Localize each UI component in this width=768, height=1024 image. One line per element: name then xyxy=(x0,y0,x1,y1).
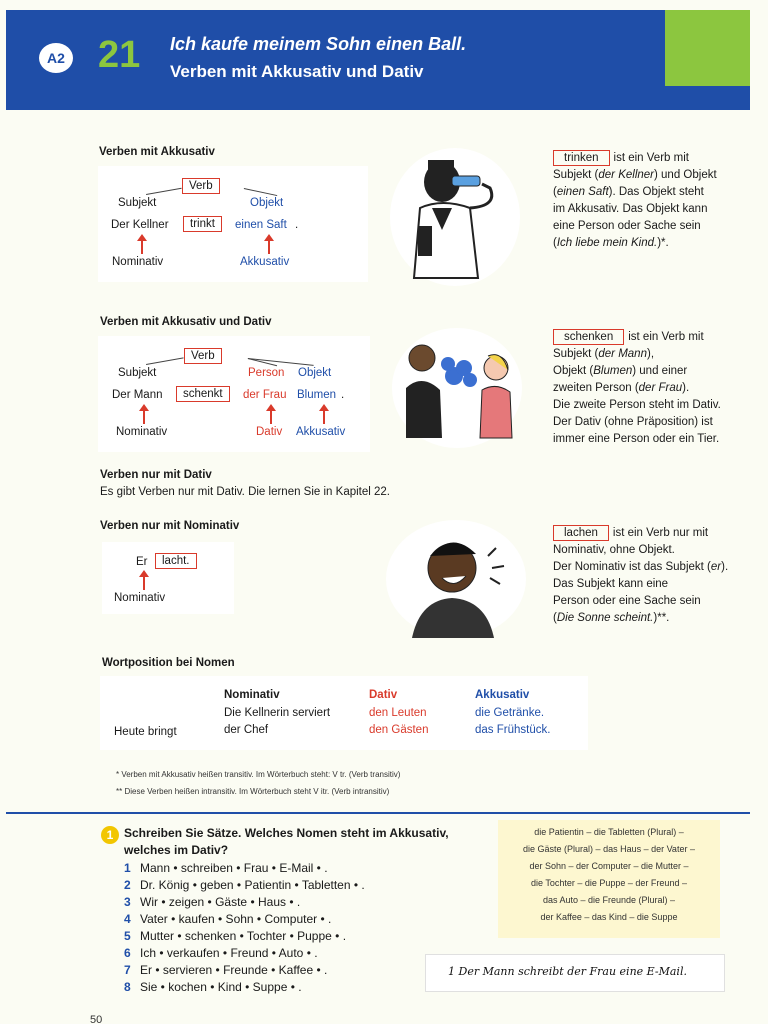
vocab-line: der Kaffee – das Kind – die Suppe xyxy=(540,912,678,922)
footnote-intransitiv: ** Diese Verben heißen intransitiv. Im Wörterbuch steht V itr. (Verb intransitiv) xyxy=(116,787,390,796)
object-label: Objekt xyxy=(250,197,284,209)
connector-line xyxy=(146,357,184,365)
footnote-transitiv: * Verben mit Akkusativ heißen transitiv. Im Wörterbuch steht: V tr. (Verb transitiv) xyxy=(116,770,401,779)
explanation-lachen: lachen ist ein Verb nur mit Nominativ, ohne Objekt. Der Nominativ ist das Subjekt (er). Das Subjekt kann eine Person oder eine Sache sein (Die Sonne scheint.)**. xyxy=(553,527,729,624)
nominativ-row-1: Die Kellnerin serviert xyxy=(224,707,331,719)
subject-word: Er xyxy=(136,556,148,568)
word-position-table xyxy=(100,676,588,750)
arrow-up-icon xyxy=(323,410,325,424)
case-akkusativ: Akkusativ xyxy=(296,426,346,438)
vocab-line: der Sohn – der Computer – die Mutter – xyxy=(529,861,689,871)
lead-phrase: Heute bringt xyxy=(114,726,177,738)
arrow-up-icon xyxy=(141,240,143,254)
exercise-item: 4 Vater • kaufen • Sohn • Computer • . xyxy=(124,912,332,926)
exercise-item: 6 Ich • verkaufen • Freund • Auto • . xyxy=(124,946,318,960)
verb-label: Verb xyxy=(184,348,222,364)
header-accent xyxy=(665,10,750,86)
vocab-line: das Auto – die Freunde (Plural) – xyxy=(542,895,676,905)
vocab-line: die Gäste (Plural) – das Haus – der Vater – xyxy=(523,844,695,854)
keyword-lachen: lachen xyxy=(553,525,609,541)
section-heading-dativ: Verben nur mit Dativ xyxy=(100,469,212,481)
exercise-title: Schreiben Sie Sätze. Welches Nomen steht im Akkusativ, welches im Dativ? xyxy=(124,826,449,857)
akkusativ-row-2: das Frühstück. xyxy=(475,724,551,736)
exercise-item: 1 Mann • schreiben • Frau • E-Mail • . xyxy=(124,861,328,875)
chapter-title: Ich kaufe meinem Sohn einen Ball. xyxy=(170,34,467,54)
verb-word: lacht. xyxy=(155,553,197,569)
arrow-up-icon xyxy=(268,240,270,254)
case-nominativ: Nominativ xyxy=(114,592,166,604)
col-nominativ: Nominativ xyxy=(224,689,280,701)
section-heading-akkusativ-dativ: Verben mit Akkusativ und Dativ xyxy=(100,316,272,328)
subject-label: Subjekt xyxy=(118,197,157,209)
case-nominativ: Nominativ xyxy=(116,426,168,438)
exercise-item: 3 Wir • zeigen • Gäste • Haus • . xyxy=(124,895,301,909)
keyword-schenken: schenken xyxy=(553,329,624,345)
case-dativ: Dativ xyxy=(256,426,283,438)
section-heading-nominativ: Verben nur mit Nominativ xyxy=(100,520,240,532)
connector-line xyxy=(146,188,182,195)
chapter-subtitle: Verben mit Akkusativ und Dativ xyxy=(170,62,424,81)
sentence-period: . xyxy=(295,219,299,231)
diagram-nominativ xyxy=(102,542,234,614)
nominativ-row-2: der Chef xyxy=(224,724,269,736)
vocab-line: die Patientin – die Tabletten (Plural) – xyxy=(534,827,684,837)
person-word: der Frau xyxy=(243,389,287,401)
page-number: 50 xyxy=(90,1014,103,1024)
exercise-item: 8 Sie • kochen • Kind • Suppe • . xyxy=(124,980,302,994)
col-dativ: Dativ xyxy=(369,689,398,701)
object-label: Objekt xyxy=(298,367,332,379)
verb-word: trinkt xyxy=(183,216,222,232)
exercise-item: 7 Er • servieren • Freunde • Kaffee • . xyxy=(124,963,328,977)
dativ-row-2: den Gästen xyxy=(369,724,429,736)
verb-label: Verb xyxy=(182,178,220,194)
exercise-number-badge: 1 xyxy=(101,826,119,844)
object-word: einen Saft xyxy=(235,219,287,231)
exercise-item: 2 Dr. König • geben • Patientin • Tabletten • . xyxy=(124,878,365,892)
verb-word: schenkt xyxy=(176,386,230,402)
sentence-period: . xyxy=(341,389,345,401)
object-word: Blumen xyxy=(297,389,336,401)
man-giving-flowers-illustration xyxy=(392,328,522,448)
chapter-number: 21 xyxy=(98,34,141,76)
exercise-item: 5 Mutter • schenken • Tochter • Puppe • . xyxy=(124,929,347,943)
dativ-note: Es gibt Verben nur mit Dativ. Die lernen Sie in Kapitel 22. xyxy=(100,486,390,498)
connector-line xyxy=(244,188,277,196)
level-badge: A2 xyxy=(36,40,76,76)
case-nominativ: Nominativ xyxy=(112,256,164,268)
subject-word: Der Mann xyxy=(112,389,163,401)
case-akkusativ: Akkusativ xyxy=(240,256,290,268)
vocab-line: die Tochter – die Puppe – der Freund – xyxy=(531,878,687,888)
waiter-drinking-illustration xyxy=(390,148,520,286)
arrow-up-icon xyxy=(143,410,145,424)
subject-word: Der Kellner xyxy=(111,219,169,231)
explanation-trinken: trinken ist ein Verb mit Subjekt (der Kellner) und Objekt (einen Saft). Das Objekt steht im Akkusativ. Das Objekt kann eine Person oder Sache sein (Ich liebe mein Kind.)*. xyxy=(553,152,717,249)
section-heading-akkusativ: Verben mit Akkusativ xyxy=(99,146,215,158)
section-divider xyxy=(6,812,750,814)
diagram-akkusativ xyxy=(98,166,368,282)
diagram-akkusativ-dativ xyxy=(98,336,370,452)
col-akkusativ: Akkusativ xyxy=(475,689,530,701)
explanation-schenken: schenken ist ein Verb mit Subjekt (der Mann), Objekt (Blumen) und einer zweiten Person (der Frau). Die zweite Person steht im Dativ. Der Dativ (ohne Präposition) ist immer eine Person oder ein Tier. xyxy=(553,331,721,445)
vocabulary-box xyxy=(498,820,720,938)
dativ-row-1: den Leuten xyxy=(369,707,427,719)
connector-line xyxy=(248,358,314,366)
arrow-up-icon xyxy=(270,410,272,424)
keyword-trinken: trinken xyxy=(553,150,610,166)
person-label: Person xyxy=(248,367,285,379)
laughing-man-illustration xyxy=(386,520,526,638)
subject-label: Subjekt xyxy=(118,367,157,379)
akkusativ-row-1: die Getränke. xyxy=(475,707,545,719)
section-heading-wortposition: Wortposition bei Nomen xyxy=(102,657,235,669)
example-answer: 1 Der Mann schreibt der Frau eine E-Mail. xyxy=(425,954,725,992)
arrow-up-icon xyxy=(143,576,145,590)
